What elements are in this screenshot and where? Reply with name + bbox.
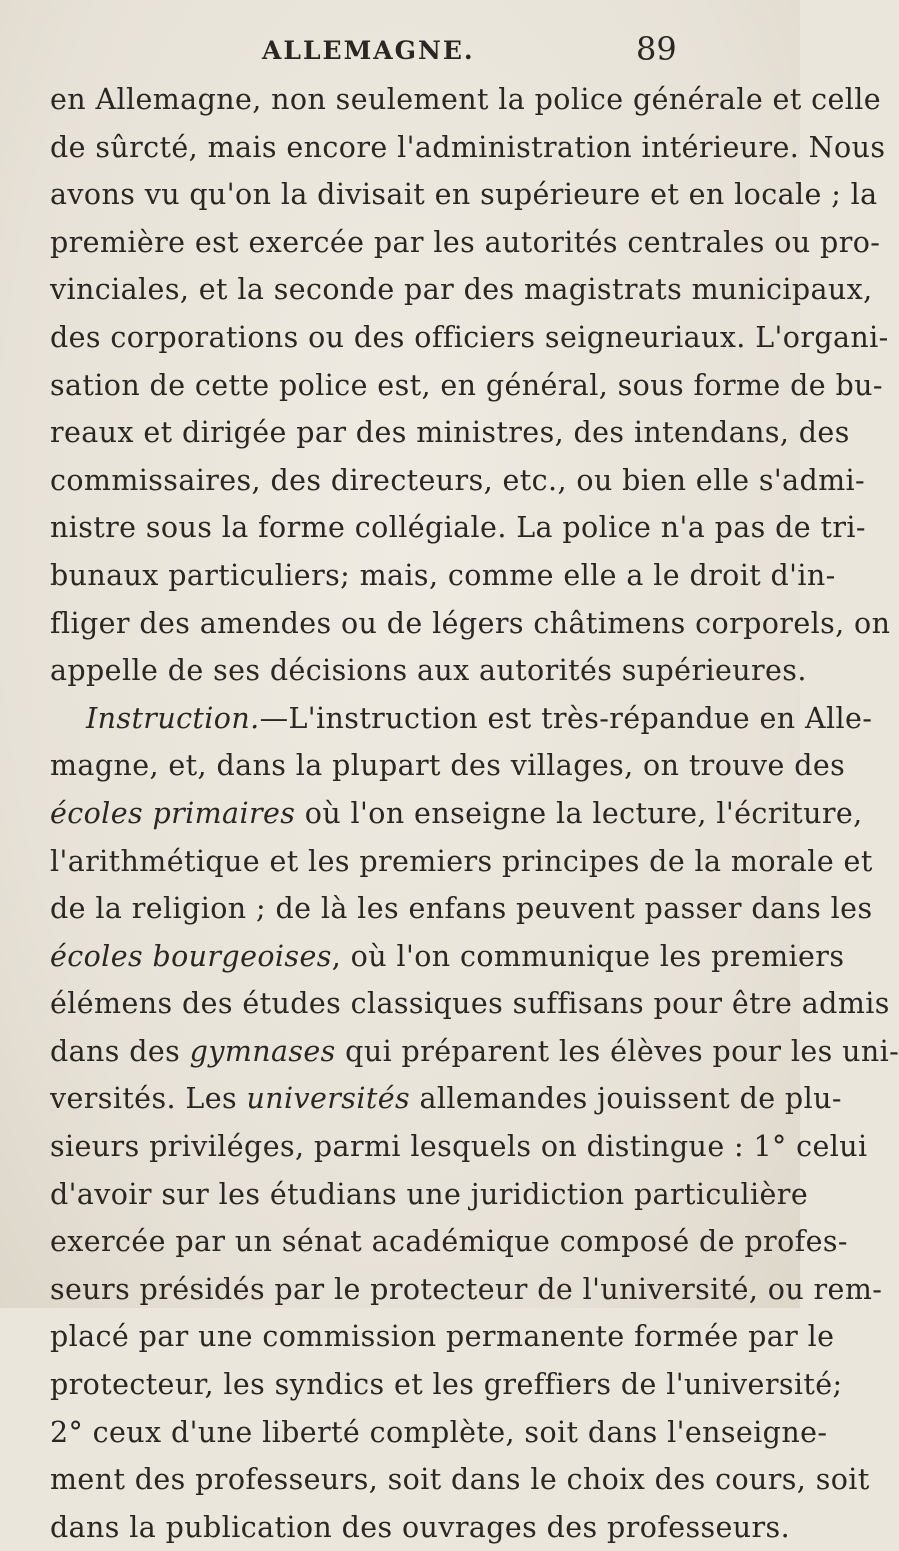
text-line: Instruction.—L'instruction est très-répandue en Alle- xyxy=(86,701,873,735)
running-head: ALLEMAGNE. xyxy=(262,36,475,65)
text-line: d'avoir sur les étudians une juridiction particulière xyxy=(50,1177,809,1211)
text-line: commissaires, des directeurs, etc., ou bien elle s'admi- xyxy=(50,463,866,497)
text-line: dans la publication des ouvrages des professeurs. xyxy=(50,1510,791,1544)
text-line: appelle de ses décisions aux autorités supérieures. xyxy=(50,654,807,688)
section-heading: Instruction. xyxy=(86,701,260,735)
text-line: exercée par un sénat académique composé de profes- xyxy=(50,1225,848,1259)
text-line: en Allemagne, non seulement la police générale et celle xyxy=(50,83,882,116)
text-line: écoles bourgeoises, où l'on communique les premiers xyxy=(50,939,845,973)
text-line: de la religion ; de là les enfans peuvent passer dans les xyxy=(50,892,873,926)
text-line: avons vu qu'on la divisait en supérieure et en locale ; la xyxy=(50,178,878,212)
page-header xyxy=(0,30,800,74)
text-line: bunaux particuliers; mais, comme elle a le droit d'in- xyxy=(50,558,836,592)
text-line: élémens des études classiques suffisans pour être admis xyxy=(50,987,890,1021)
text-line: versités. Les universités allemandes jouissent de plu- xyxy=(50,1082,842,1116)
text-line: placé par une commission permanente formée par le xyxy=(50,1320,835,1354)
text-line: magne, et, dans la plupart des villages, on trouve des xyxy=(50,749,846,783)
text-line: sieurs priviléges, parmi lesquels on distingue : 1° celui xyxy=(50,1130,868,1164)
text-line: fliger des amendes ou de légers châtimens corporels, on xyxy=(50,606,891,640)
body-text xyxy=(50,76,899,1551)
text-line: 2° ceux d'une liberté complète, soit dans l'enseigne- xyxy=(50,1415,828,1449)
text-line: sation de cette police est, en général, sous forme de bu- xyxy=(50,368,883,402)
text-line: l'arithmétique et les premiers principes de la morale et xyxy=(50,844,873,878)
text-line: des corporations ou des officiers seigneuriaux. L'organi- xyxy=(50,320,889,354)
page-number: 89 xyxy=(636,30,677,68)
text-line: écoles primaires où l'on enseigne la lecture, l'écriture, xyxy=(50,796,863,830)
text-line: vinciales, et la seconde par des magistrats municipaux, xyxy=(50,273,873,307)
text-line: nistre sous la forme collégiale. La police n'a pas de tri- xyxy=(50,511,866,545)
text-line: dans des gymnases qui préparent les élèves pour les uni- xyxy=(50,1034,899,1068)
text-line: protecteur, les syndics et les greffiers de l'université; xyxy=(50,1368,843,1402)
text-line: ment des professeurs, soit dans le choix des cours, soit xyxy=(50,1463,870,1497)
text-line: première est exercée par les autorités centrales ou pro- xyxy=(50,225,881,259)
text-line: seurs présidés par le protecteur de l'université, ou rem- xyxy=(50,1272,883,1306)
text-line: reaux et dirigée par des ministres, des intendans, des xyxy=(50,416,850,450)
text-line: de sûrcté, mais encore l'administration intérieure. Nous xyxy=(50,130,886,164)
